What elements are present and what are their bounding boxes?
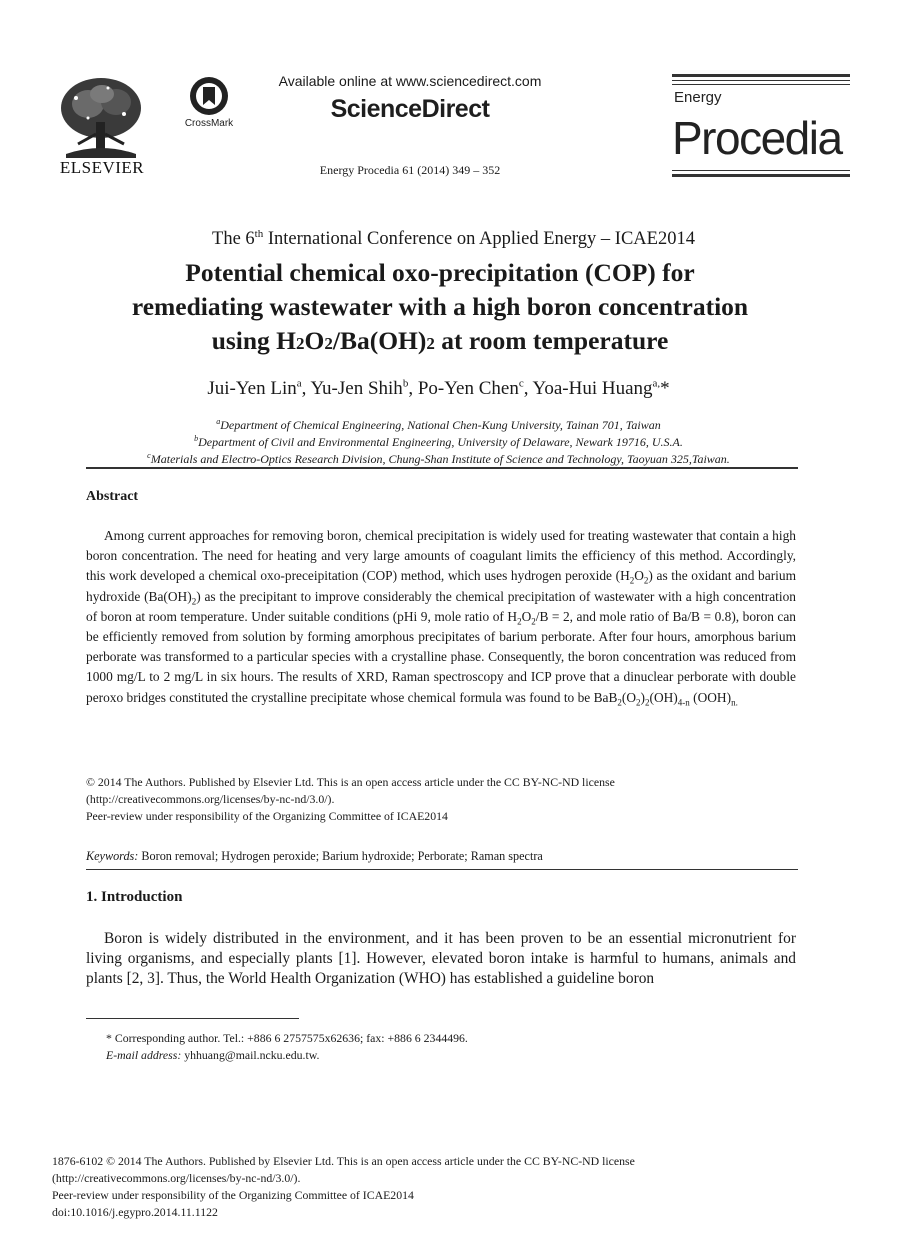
keywords-list: Boron removal; Hydrogen peroxide; Barium hydroxide; Perborate; Raman spectra (138, 849, 543, 863)
title-line: Potential chemical oxo-precipitation (COP) for (185, 258, 695, 287)
journal-logo-rule (672, 84, 850, 85)
journal-logo-rule (672, 170, 850, 171)
sciencedirect-logo: ScienceDirect (330, 95, 490, 123)
available-online-text: Available online at www.sciencedirect.com (278, 73, 542, 89)
introduction-paragraph: Boron is widely distributed in the environment, and it has been proven to be an essential micronutrient for living organisms, and especially plants [1]. However, elevated boron intake is harmful to humans, animals and plants [2, 3]. Thus, the World Health Organization (WHO) has established a guideline boron (86, 930, 796, 987)
journal-citation: Energy Procedia 61 (2014) 349 – 352 (319, 163, 501, 177)
keywords (86, 849, 796, 864)
elsevier-tree-icon (58, 74, 144, 158)
conference-name: The 6th International Conference on Applied Energy – ICAE2014 (212, 228, 695, 250)
journal-logo-rule (672, 174, 850, 177)
footnote-divider (86, 1018, 299, 1019)
abstract-body: Among current approaches for removing boron, chemical precipitation is widely used for treating wastewater that contain a high boron concentration. The need for heating and very large amounts of coagulant limits the efficiency of this method. Accordingly, this work developed a chemical oxo-preceipitation (COP) method, which uses hydrogen peroxide $(H_2O_2)$ as the oxidant and barium hydroxide $(Ba(OH)_2)$ as the precipitant to improve considerably the chemical precipitation of wastewater with a high concentration of boron at room temperature. Under suitable conditions (pHi 9, mole ratio of $H_2O_2/B = 2$, and mole ratio of Ba/B = 0.8), boron can be efficiently removed from solution by forming amorphous precipitates of barium perborate. After four hours, amorphous barium perborate was transformed to a particular species with a crystalline phase. Consequently, the boron concentration was reduced from 1000 mg/L to 2 mg/L in six hours. The results of XRD, Raman spectroscopy and ICP prove that a dinuclear perborate with double peroxo bridges constituted the crystalline precipitate whose chemical formula was found to be $BaB_2(O_2)_2(OH)_{4-n}$ $(OOH)_{n.}$ (86, 528, 796, 708)
peer-review-line: Peer-review under responsibility of the Organizing Committee of ICAE2014 (86, 809, 448, 823)
email-line: E-mail address: yhhuang@mail.ncku.edu.tw. (106, 1048, 320, 1062)
abstract-heading: Abstract (86, 489, 139, 504)
elsevier-logo (52, 74, 152, 176)
author: Jui-Yen Lin$^a$, (207, 378, 311, 400)
journal-logo-rule (672, 74, 850, 77)
paper-title (40, 256, 840, 361)
elsevier-wordmark: ELSEVIER (59, 158, 145, 177)
author: Po-Yen Chen$^c$, (417, 378, 533, 400)
keywords-divider (86, 869, 798, 870)
crossmark-label: CrossMark (184, 118, 234, 129)
author: Yoa-Hui Huang$^{a,}$* (532, 378, 670, 400)
page-footer (52, 1153, 812, 1221)
journal-logo-energy: Energy (674, 89, 722, 106)
doi[interactable]: doi:10.1016/j.egypro.2014.11.1122 (52, 1205, 218, 1219)
footer-license-link[interactable]: (http://creativecommons.org/licenses/by-nc-nd/3.0/). (52, 1171, 301, 1185)
copyright-line: © 2014 The Authors. Published by Elsevier Ltd. This is an open access article under the CC BY-NC-ND license (86, 775, 615, 789)
corresponding-author: * Corresponding author. Tel.: +886 6 2757575x62636; fax: +886 6 2344496. (106, 1031, 468, 1045)
title-line: using H2O2/Ba(OH)2 at room temperature (211, 326, 669, 355)
author-list (0, 378, 877, 400)
footnote (106, 1030, 796, 1064)
title-line: remediating wastewater with a high boron concentration (131, 292, 749, 321)
issn-copyright: 1876-6102 © 2014 The Authors. Published by Elsevier Ltd. This is an open access article under the CC BY-NC-ND license (52, 1154, 635, 1168)
affiliation: $^b$Department of Civil and Environmental Engineering, University of Delaware, Newark 19716, U.S.A. (194, 434, 683, 449)
footer-peer-review: Peer-review under responsibility of the Organizing Committee of ICAE2014 (52, 1188, 414, 1202)
email-link[interactable]: yhhuang@mail.ncku.edu.tw. (181, 1048, 320, 1062)
keywords-label: Keywords: (86, 849, 139, 863)
journal-logo-procedia: Procedia (672, 112, 842, 164)
section-heading-introduction: 1. Introduction (86, 889, 183, 905)
header-divider (86, 467, 798, 469)
author: Yu-Jen Shih$^b$, (310, 378, 418, 400)
affiliation: $^c$Materials and Electro-Optics Research Division, Chung-Shan Institute of Science and Technology, Taoyuan 325,Taiwan. (147, 451, 730, 466)
journal-logo (672, 74, 852, 178)
license-link[interactable]: (http://creativecommons.org/licenses/by-nc-nd/3.0/). (86, 792, 335, 806)
journal-logo-rule (672, 80, 850, 81)
affiliation: $^a$Department of Chemical Engineering, National Chen-Kung University, Tainan 701, Taiwan (216, 417, 661, 432)
copyright-notice (86, 774, 796, 825)
